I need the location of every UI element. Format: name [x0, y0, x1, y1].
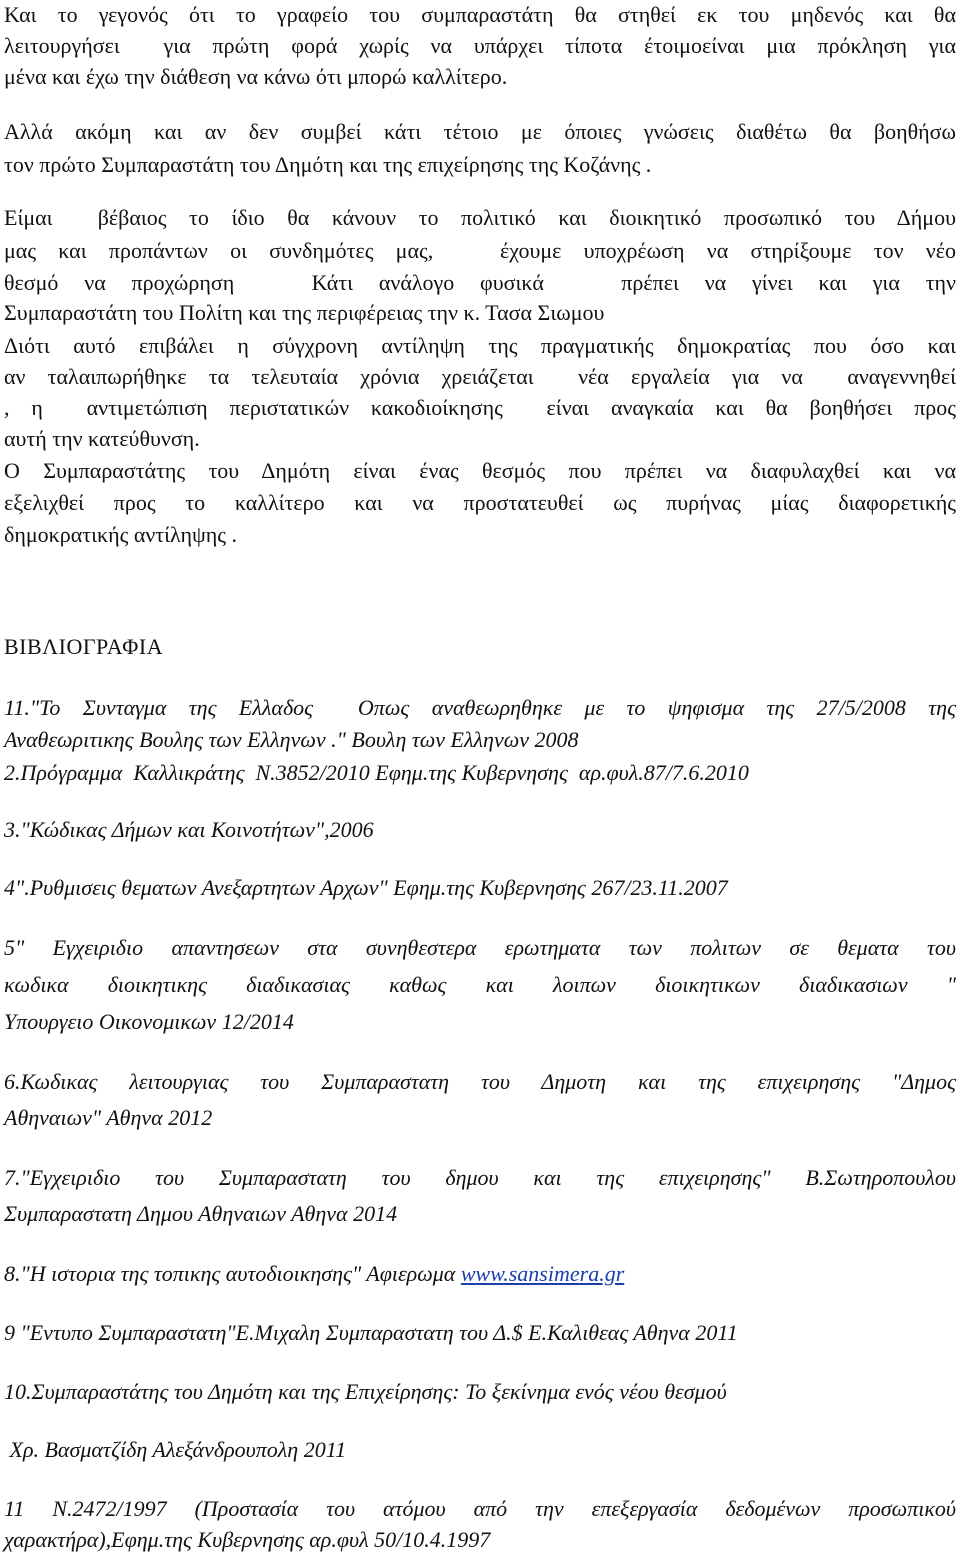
body-text-line: , η αντιμετώπιση περιστατικών κακοδιοίκησης είναι αναγκαία και θα βοηθήσει προς — [4, 395, 956, 420]
body-text-line: αν ταλαιπωρήθηκε τα τελευταία χρόνια χρειάζεται νέα εργαλεία για να αναγεννηθεί — [4, 364, 956, 389]
bibliography-entry: χαρακτήρα),Εφημ.της Κυβερνησης αρ.φυλ 50/10.4.1997 — [4, 1527, 491, 1552]
bibliography-entry: 7."Εγχειριδιο του Συμπαραστατη του δημου και της επιχειρησης" Β.Σωτηροπουλου — [4, 1165, 956, 1190]
bibliography-entry: 3."Κώδικας Δήμων και Κοινοτήτων",2006 — [4, 817, 374, 842]
body-text-line: λειτουργήσει για πρώτη φορά χωρίς να υπάρχει τίποτα έτοιμοείναι μια πρόκληση για — [4, 33, 956, 58]
bibliography-entry: Αθηναιων" Αθηνα 2012 — [4, 1105, 213, 1130]
bibliography-entry: Υπουργειο Οικονομικων 12/2014 — [4, 1009, 294, 1034]
bibliography-entry: 11."Το Συνταγμα της Ελλαδος Οπως αναθεωρηθηκε με το ψηφισμα της 27/5/2008 της — [4, 695, 956, 720]
bibliography-entry — [4, 1259, 624, 1289]
bibliography-entry: κωδικα διοικητικης διαδικασιας καθως και λοιπων διοικητικων διαδικασιων " — [4, 972, 956, 997]
bibliography-entry: 11 Ν.2472/1997 (Προστασία του ατόμου από την επεξεργασία δεδομένων προσωπικού — [4, 1496, 956, 1521]
bibliography-entry: Συμπαραστατη Δημου Αθηναιων Αθηνα 2014 — [4, 1201, 398, 1226]
body-text-line: θεσμό να προχώρηση Κάτι ανάλογο φυσικά πρέπει να γίνει και για την — [4, 270, 956, 295]
sansimera-link[interactable]: www.sansimera.gr — [460, 1261, 625, 1286]
body-text-line: τον πρώτο Συμπαραστάτη του Δημότη και της επιχείρησης της Κοζάνης . — [4, 152, 652, 177]
body-text-line: αυτή την κατεύθυνση. — [4, 426, 200, 451]
bibliography-entry: Χρ. Βασματζίδη Αλεξάνδρουπολη 2011 — [4, 1437, 347, 1462]
bibliography-entry: 9 "Εντυπο Συμπαραστατη"Ε.Μιχαλη Συμπαραστατη του Δ.$ Ε.Καλιθεας Αθηνα 2011 — [4, 1320, 738, 1345]
bibliography-entry-text: 8."Η ιστορια της τοπικης αυτοδιοικησης" Αφιερωμα — [4, 1261, 461, 1286]
body-text-line: Και το γεγονός ότι το γραφείο του συμπαραστάτη θα στηθεί εκ του μηδενός και θα — [4, 2, 956, 27]
body-text-line: μας και προπάντων οι συνδημότες μας, έχουμε υποχρέωση να στηρίξουμε τον νέο — [4, 238, 956, 263]
body-text-line: δημοκρατικής αντίληψης . — [4, 522, 238, 547]
body-text-line: Διότι αυτό επιβάλει η σύγχρονη αντίληψη της πραγματικής δημοκρατίας που όσο και — [4, 333, 956, 358]
bibliography-entry: 10.Συμπαραστάτης του Δημότη και της Επιχείρησης: Το ξεκίνημα ενός νέου θεσμού — [4, 1379, 727, 1404]
body-text-line: Αλλά ακόμη και αν δεν συμβεί κάτι τέτοιο με όποιες γνώσεις διαθέτω θα βοηθήσω — [4, 119, 956, 144]
bibliography-entry: 6.Κωδικας λειτουργιας του Συμπαραστατη του Δημοτη και της επιχειρησης "Δημος — [4, 1069, 956, 1094]
body-text-line: Ο Συμπαραστάτης του Δημότη είναι ένας θεσμός που πρέπει να διαφυλαχθεί και να — [4, 458, 956, 483]
bibliography-entry: 2.Πρόγραμμα Καλλικράτης Ν.3852/2010 Εφημ.της Κυβερνησης αρ.φυλ.87/7.6.2010 — [4, 760, 749, 785]
bibliography-entry: Αναθεωριτικης Βουλης των Ελληνων ." Βουλη των Ελληνων 2008 — [4, 727, 579, 752]
body-text-line: μένα και έχω την διάθεση να κάνω ότι μπορώ καλλίτερο. — [4, 64, 508, 89]
bibliography-entry: 5" Εγχειριδιο απαντησεων στα συνηθεστερα ερωτηματα των πολιτων σε θεματα του — [4, 935, 956, 960]
bibliography-heading: ΒΙΒΛΙΟΓΡΑΦΙΑ — [4, 634, 164, 659]
body-text-line: Συμπαραστάτη του Πολίτη και της περιφέρειας την κ. Τασα Σιωμου — [4, 300, 605, 325]
body-text-line: Είμαι βέβαιος το ίδιο θα κάνουν το πολιτικό και διοικητικό προσωπικό του Δήμου — [4, 205, 956, 230]
body-text-line: εξελιχθεί προς το καλλίτερο και να προστατευθεί ως πυρήνας μίας διαφορετικής — [4, 490, 956, 515]
bibliography-entry: 4".Ρυθμισεις θεματων Ανεξαρτητων Αρχων" Εφημ.της Κυβερνησης 267/23.11.2007 — [4, 875, 728, 900]
